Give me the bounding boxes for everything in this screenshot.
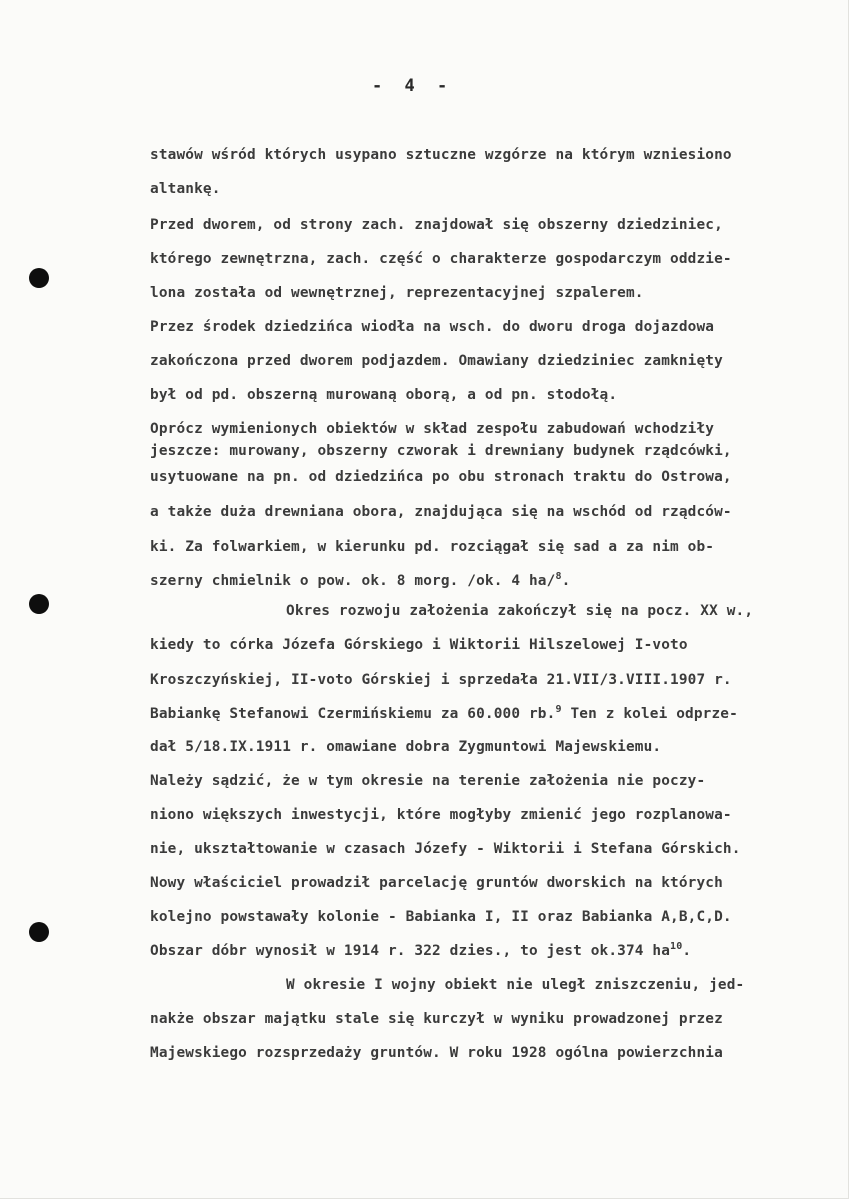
text-line: dał 5/18.IX.1911 r. omawiane dobra Zygmuntowi Majewskiemu. — [150, 739, 662, 755]
text-line: kiedy to córka Józefa Górskiego i Wiktorii Hilszelowej I-voto — [150, 637, 688, 653]
text-line: Należy sądzić, że w tym okresie na terenie założenia nie poczy- — [150, 773, 706, 789]
text-line: ki. Za folwarkiem, w kierunku pd. rozciągał się sad a za nim ob- — [150, 539, 715, 555]
text-line: Okres rozwoju założenia zakończył się na pocz. XX w., — [286, 603, 754, 619]
punch-hole-top — [29, 268, 49, 288]
punch-hole-middle — [29, 594, 49, 614]
text-line: W okresie I wojny obiekt nie uległ zniszczeniu, jed- — [286, 977, 745, 993]
text-line: Przed dworem, od strony zach. znajdował się obszerny dziedziniec, — [150, 217, 723, 233]
text-line: niono większych inwestycji, które mogłyby zmienić jego rozplanowa- — [150, 807, 732, 823]
text-line: Kroszczyńskiej, II-voto Górskiej i sprzedała 21.VII/3.VIII.1907 r. — [150, 672, 732, 688]
footnote-marker: 9 — [555, 704, 562, 715]
page-number: - 4 - — [372, 76, 454, 96]
text-line: nakże obszar majątku stale się kurczył w wyniku prowadzonej przez — [150, 1011, 723, 1027]
text-line: jeszcze: murowany, obszerny czworak i drewniany budynek rządcówki, — [150, 443, 732, 459]
footnote-marker: 10 — [670, 941, 683, 952]
text-line: którego zewnętrzna, zach. część o charakterze gospodarczym oddzie- — [150, 251, 732, 267]
text-line: Oprócz wymienionych obiektów w skład zespołu zabudowań wchodziły — [150, 421, 715, 437]
punch-hole-bottom — [29, 922, 49, 942]
text-line: altankę. — [150, 181, 221, 197]
text-line: nie, ukształtowanie w czasach Józefy - Wiktorii i Stefana Górskich. — [150, 841, 741, 857]
text-line: Obszar dóbr wynosił w 1914 r. 322 dzies., to jest ok.374 $ha^{10}$. — [150, 941, 692, 959]
text-line: Nowy właściciel prowadził parcelację gruntów dworskich na których — [150, 875, 723, 891]
text-line: stawów wśród których usypano sztuczne wzgórze na którym wzniesiono — [150, 147, 732, 163]
text-line: szerny chmielnik o pow. ok. 8 morg. /ok. 4 ha/$^8$. — [150, 571, 571, 589]
text-line: usytuowane na pn. od dziedzińca po obu stronach traktu do Ostrowa, — [150, 469, 732, 485]
text-line: a także duża drewniana obora, znajdująca się na wschód od rządców- — [150, 504, 732, 520]
text-line: Przez środek dziedzińca wiodła na wsch. do dworu droga dojazdowa — [150, 319, 715, 335]
text-line: kolejno powstawały kolonie - Babianka I, II oraz Babianka A,B,C,D. — [150, 909, 732, 925]
footnote-marker: 8 — [555, 571, 562, 582]
text-line: lona została od wewnętrznej, reprezentacyjnej szpalerem. — [150, 285, 644, 301]
text-line: był od pd. obszerną murowaną oborą, a od pn. stodołą. — [150, 387, 618, 403]
text-line: zakończona przed dworem podjazdem. Omawiany dziedziniec zamknięty — [150, 353, 723, 369]
text-line: Babiankę Stefanowi Czermińskiemu za 60.000 rb.$^9$ Ten z kolei odprze- — [150, 704, 738, 722]
text-line: Majewskiego rozsprzedaży gruntów. W roku 1928 ogólna powierzchnia — [150, 1045, 723, 1061]
